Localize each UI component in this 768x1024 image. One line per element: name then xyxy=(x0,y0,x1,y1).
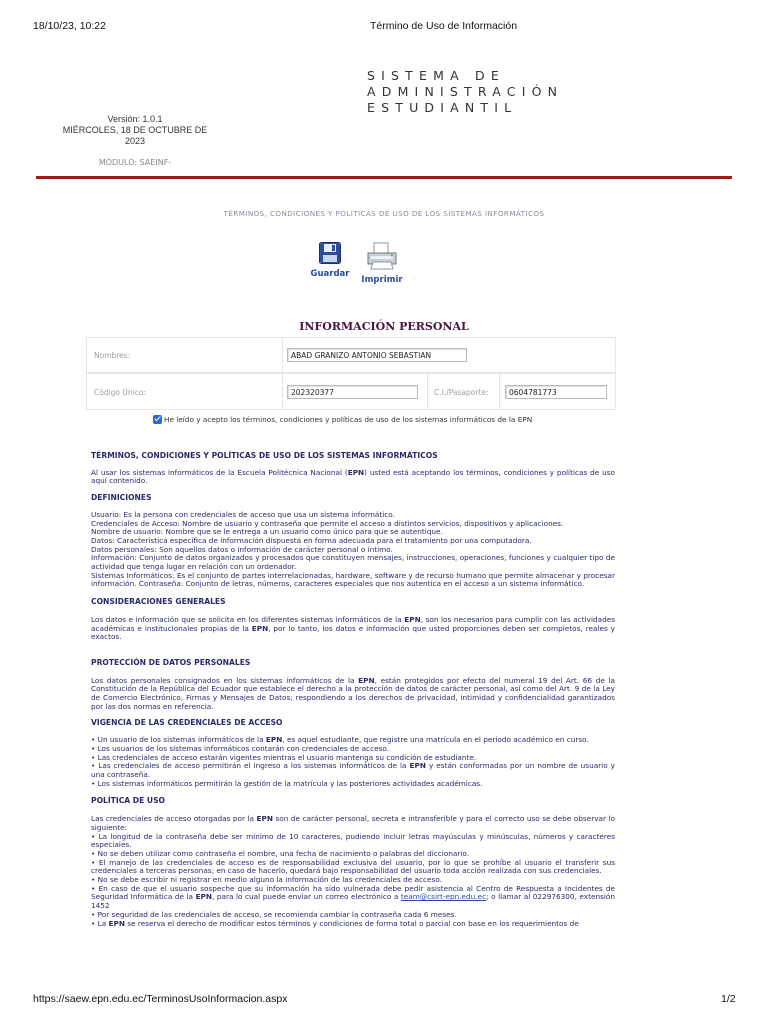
nombres-field[interactable]: ABAD GRANIZO ANTONIO SEBASTIAN xyxy=(287,348,467,362)
nombres-label: Nombres: xyxy=(94,351,131,360)
definition-item: Nombre de usuario: Nombre que se le entrega a un usuario como único para que se autentique. xyxy=(91,527,443,537)
form-row-codigo xyxy=(86,373,616,410)
cell-divider xyxy=(282,338,283,372)
system-title xyxy=(367,68,563,116)
definition-item: Información: Conjunto de datos organizados y procesados que constituyen mensajes, instrucciones, operaciones, funciones y cualquier tipo de actividad que tenga lugar en relación con un ordenador. xyxy=(91,553,615,572)
system-title-line: SISTEMA DE xyxy=(367,68,505,83)
definition-item: Sistemas Informáticos: Es el conjunto de partes interrelacionadas, hardware, software y de recurso humano que permite almacenar y procesar información. Contraseña: Conjunto de letras, números, caracteres especiales que nos autentica en el acceso a un sistema informático. xyxy=(91,570,615,589)
print-button[interactable] xyxy=(352,242,412,285)
list-item: • Las credenciales de acceso permitirán el ingreso a los sistemas informáticos de la EPN y están conformadas por un nombre de usuario y una contraseña. xyxy=(91,761,615,779)
list-item: • No se deben utilizar como contraseña el nombre, una fecha de nacimiento o palabras del diccionario. xyxy=(91,848,470,858)
page-subtitle: TÉRMINOS, CONDICIONES Y POLÍTICAS DE USO DE LOS SISTEMAS INFORMÁTICOS xyxy=(223,209,545,218)
definition-item: Credenciales de Acceso: Nombre de usuario y contraseña que permite el acceso a distintos servicios, dispositivos y aplicaciones. xyxy=(91,518,564,528)
form-row-nombres xyxy=(86,337,616,373)
general-considerations-heading: CONSIDERACIONES GENERALES xyxy=(91,597,226,607)
accept-terms-label: He leído y acepto los términos, condiciones y políticas de uso de los sistemas informáticos de la EPN xyxy=(164,415,533,424)
list-item: • La longitud de la contraseña debe ser mínimo de 10 caracteres, pudiendo incluir letras mayúsculas y minúsculas, números y caracteres especiales. xyxy=(91,831,615,850)
definitions-heading: DEFINICIONES xyxy=(91,493,152,503)
printer-icon xyxy=(352,242,412,273)
current-date-year: 2023 xyxy=(124,136,146,146)
credentials-validity-heading: VIGENCIA DE LAS CREDENCIALES DE ACCESO xyxy=(91,718,283,728)
data-protection-text: Los datos personales consignados en los sistemas informáticos de la EPN, están protegidos por efecto del numeral 19 del Art. 66 de la Constitución de la República del Ecuador que establece el derecho a la protección de datos de carácter personal, así como del Art. 9 de la Ley de Comercio Electrónico, Firmas y Mensajes de Datos; respondiendo a los derechos de privacidad, intimidad y confidencialidad garantizados por las dos normas en referencia. xyxy=(91,675,615,711)
terms-intro: Al usar los sistemas informáticos de la Escuela Politécnica Nacional (EPN) usted está aceptando los términos, condiciones y políticas de uso aquí contenido. xyxy=(91,467,615,486)
cell-divider xyxy=(282,374,283,409)
page-number: 1/2 xyxy=(721,993,736,1005)
list-item: • No se debe escribir ni registrar en medio alguno la información de las credenciales de acceso. xyxy=(91,875,442,885)
header-divider xyxy=(36,176,732,179)
version-label: Versión: 1.0.1 xyxy=(107,114,163,124)
list-item: • Por seguridad de las credenciales de acceso, se recomienda cambiar la contraseña cada 6 meses. xyxy=(91,909,457,919)
print-url: https://saew.epn.edu.ec/TerminosUsoInformacion.aspx xyxy=(33,993,288,1005)
current-date-line: MIÉRCOLES, 18 DE OCTUBRE DE xyxy=(62,125,208,135)
list-item: • La EPN se reserva el derecho de modificar estos términos y condiciones de forma total o parcial con base en los requerimientos de xyxy=(91,918,579,928)
ci-label: C.I./Pasaporte: xyxy=(434,388,489,397)
list-item: • En caso de que el usuario sospeche que su información ha sido vulnerada debe pedir asistencia al Centro de Respuesta a Incidentes de Seguridad Informática de la EPN, para lo cual puede enviar un correo electrónico a team@csirt-epn.edu.ec; o llamar al 022976300, extensión 1452 xyxy=(91,883,616,911)
terms-content xyxy=(91,452,615,928)
system-title-line: ADMINISTRACIÓN xyxy=(367,84,564,99)
print-datetime: 18/10/23, 10:22 xyxy=(33,20,106,32)
list-item: • Un usuario de los sistemas informáticos de la EPN, es aquel estudiante, que registre una matrícula en el periodo académico en curso. xyxy=(91,735,589,745)
save-label: Guardar xyxy=(310,269,350,279)
codigo-field[interactable]: 202320377 xyxy=(287,385,418,399)
ci-field[interactable]: 0604781773 xyxy=(505,385,607,399)
cell-divider xyxy=(499,374,500,409)
csirt-email-link[interactable]: team@csirt-epn.edu.ec xyxy=(400,892,487,902)
definition-item: Datos personales: Son aquellos datos o información de carácter personal o íntimo. xyxy=(91,544,393,554)
list-item: • Los usuarios de los sistemas informáticos contarán con credenciales de acceso. xyxy=(91,743,390,753)
module-label: MÓDULO: SAEINF- xyxy=(98,158,172,167)
print-label: Imprimir xyxy=(361,275,403,285)
print-doc-title: Término de Uso de Información xyxy=(370,20,518,32)
terms-heading: TÉRMINOS, CONDICIONES Y POLÍTICAS DE USO DE LOS SISTEMAS INFORMÁTICOS xyxy=(91,451,438,460)
print-header xyxy=(0,20,768,34)
list-item: • Las credenciales de acceso estarán vigentes mientras el usuario mantenga su condición de estudiante. xyxy=(91,752,477,762)
system-title-line: ESTUDIANTIL xyxy=(367,100,518,115)
personal-info-title: INFORMACIÓN PERSONAL xyxy=(299,320,469,333)
data-protection-heading: PROTECCIÓN DE DATOS PERSONALES xyxy=(91,657,251,667)
accept-terms-row xyxy=(153,415,532,424)
usage-policy-heading: POLÍTICA DE USO xyxy=(91,796,166,806)
definition-item: Datos: Característica específica de información dispuesta en forma adecuada para el tratamiento por una computadora. xyxy=(91,535,532,545)
list-item: • Los sistemas informáticos permitirán la gestión de la matrícula y las posteriores actividades académicas. xyxy=(91,778,483,788)
accept-terms-checkbox[interactable] xyxy=(153,415,162,424)
version-info xyxy=(60,114,210,147)
list-item: • El manejo de las credenciales de acceso es de responsabilidad exclusiva del usuario, por lo que se prohíbe al usuario el transferir sus credenciales a terceras personas; en caso de hacerlo, quedará bajo responsabilidad del usuario toda acción realizada con sus credenciales. xyxy=(91,857,615,876)
floppy-disk-icon xyxy=(300,242,360,267)
definition-item: Usuario: Es la persona con credenciales de acceso que usa un sistema informático. xyxy=(91,509,395,519)
save-button[interactable] xyxy=(300,242,360,279)
general-considerations-text: Los datos e información que se solicita en los diferentes sistemas informáticos de la EPN, son los necesarios para cumplir con las actividades académicas e institucionales propias de la EPN, por lo tanto, los datos e información que usted proporciones deben ser completos, reales y exactos. xyxy=(91,614,615,642)
cell-divider xyxy=(427,374,428,409)
codigo-label: Código Único: xyxy=(94,388,146,397)
usage-policy-intro: Las credenciales de acceso otorgadas por la EPN son de carácter personal, secreta e intransferible y para el correcto uso se debe observar lo siguiente: xyxy=(91,814,615,832)
